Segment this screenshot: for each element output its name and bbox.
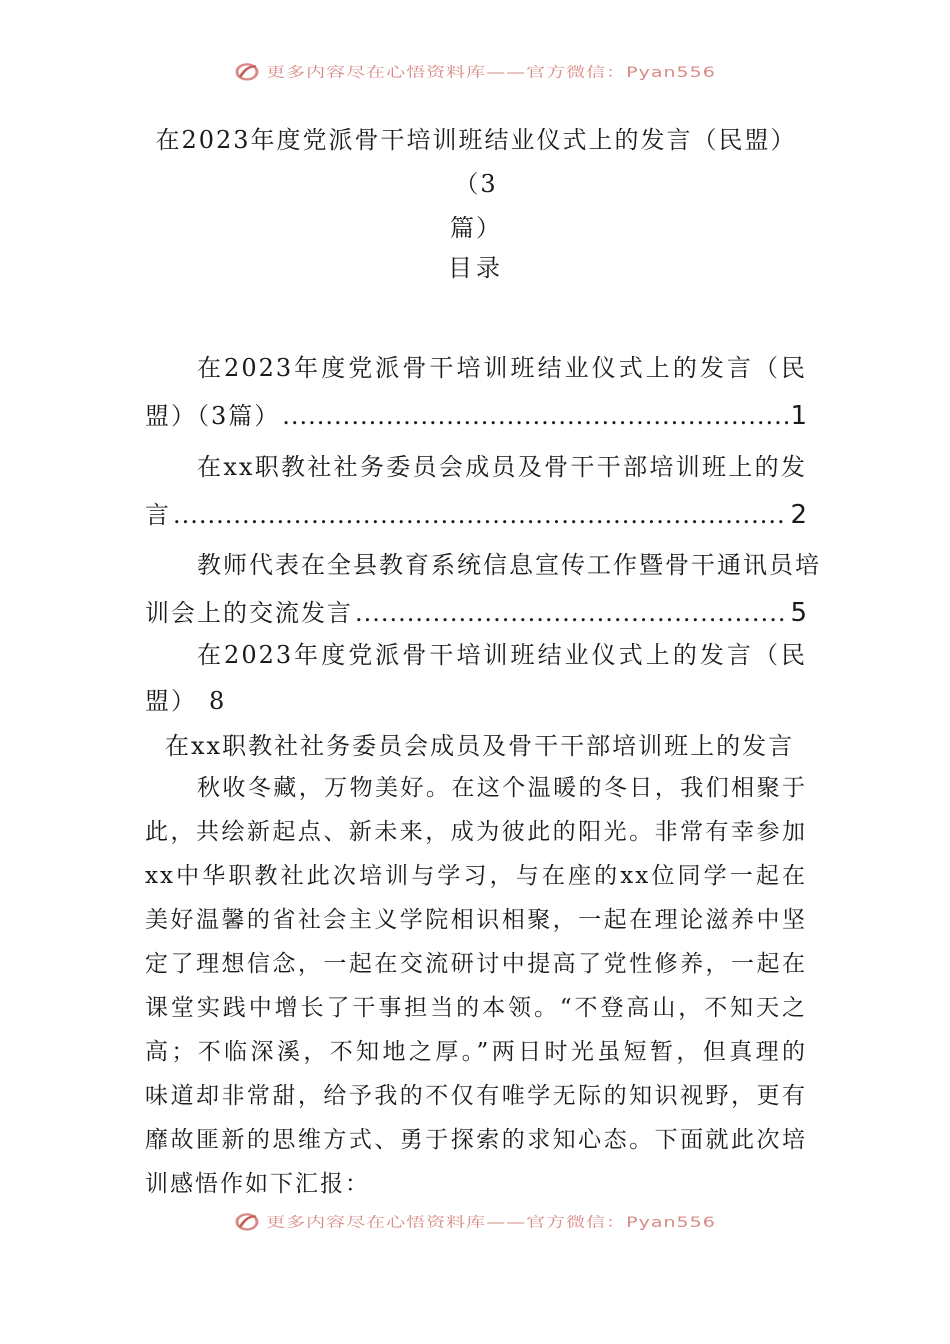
toc-entry-title: 在2023年度党派骨干培训班结业仪式上的发言（民 bbox=[197, 354, 807, 382]
toc-entry-title-cont: 言 bbox=[145, 501, 171, 529]
toc-entry-title-cont: 训会上的交流发言 bbox=[145, 599, 353, 627]
watermark-text: 更多内容尽在心悟资料库——官方微信：Pyan556 bbox=[266, 1213, 716, 1231]
body-line: 美好温馨的省社会主义学院相识相聚，一起在理论滋养中坚 bbox=[145, 907, 807, 933]
body-line: 定了理想信念，一起在交流研讨中提高了党性修养，一起在 bbox=[145, 951, 807, 977]
toc-page-number: 5 bbox=[790, 598, 807, 628]
toc-page-number: 1 bbox=[790, 401, 807, 431]
toc-entry-title: 教师代表在全县教育系统信息宣传工作暨骨干通讯员培 bbox=[197, 551, 821, 579]
toc-heading: 目录 bbox=[448, 254, 504, 282]
toc-entry-3[interactable] bbox=[145, 541, 821, 637]
title-line-2: 篇） bbox=[450, 214, 502, 242]
toc-entry-title: 在2023年度党派骨干培训班结业仪式上的发言（民 bbox=[197, 641, 807, 669]
body-line: 秋收冬藏，万物美好。在这个温暖的冬日，我们相聚于 bbox=[197, 775, 807, 801]
body-line: xx中华职教社此次培训与学习，与在座的xx位同学一起在 bbox=[145, 863, 807, 889]
watermark-text: 更多内容尽在心悟资料库——官方微信：Pyan556 bbox=[266, 63, 716, 81]
brand-logo-icon bbox=[234, 61, 260, 81]
body-line: 味道却非常甜，给予我的不仅有唯学无际的知识视野，更有 bbox=[145, 1083, 807, 1109]
body-line: 训感悟作如下汇报： bbox=[145, 1171, 370, 1197]
body-line: 课堂实践中增长了干事担当的本领。“不登高山，不知天之 bbox=[145, 995, 807, 1021]
toc-page-number: 8 bbox=[209, 687, 225, 715]
toc-entry-2[interactable] bbox=[145, 443, 807, 539]
toc-entry-4[interactable] bbox=[145, 632, 807, 724]
toc-page-number: 2 bbox=[790, 500, 807, 530]
title-line-1: 在2023年度党派骨干培训班结业仪式上的发言（民盟）（3 bbox=[155, 126, 797, 198]
document-title bbox=[145, 118, 807, 250]
section-title: 在xx职教社社务委员会成员及骨干干部培训班上的发言 bbox=[165, 732, 795, 760]
toc-entry-title: 在xx职教社社务委员会成员及骨干干部培训班上的发 bbox=[197, 453, 807, 481]
toc-entry-1[interactable] bbox=[145, 344, 807, 440]
toc-leader-dots bbox=[173, 491, 788, 539]
body-line: 靡故匪新的思维方式、勇于探索的求知心态。下面就此次培 bbox=[145, 1127, 807, 1153]
toc-leader-dots bbox=[282, 392, 788, 440]
body-line: 此，共绘新起点、新未来，成为彼此的阳光。非常有幸参加 bbox=[145, 819, 807, 845]
toc-entry-title-cont: 盟） bbox=[145, 687, 197, 715]
brand-logo-icon bbox=[234, 1211, 260, 1231]
body-line: 高；不临深溪，不知地之厚。”两日时光虽短暂，但真理的 bbox=[145, 1039, 807, 1065]
toc-entry-title-cont: 盟）（3篇） bbox=[145, 402, 281, 430]
toc-leader-dots bbox=[355, 589, 788, 637]
body-paragraph bbox=[145, 766, 807, 1206]
